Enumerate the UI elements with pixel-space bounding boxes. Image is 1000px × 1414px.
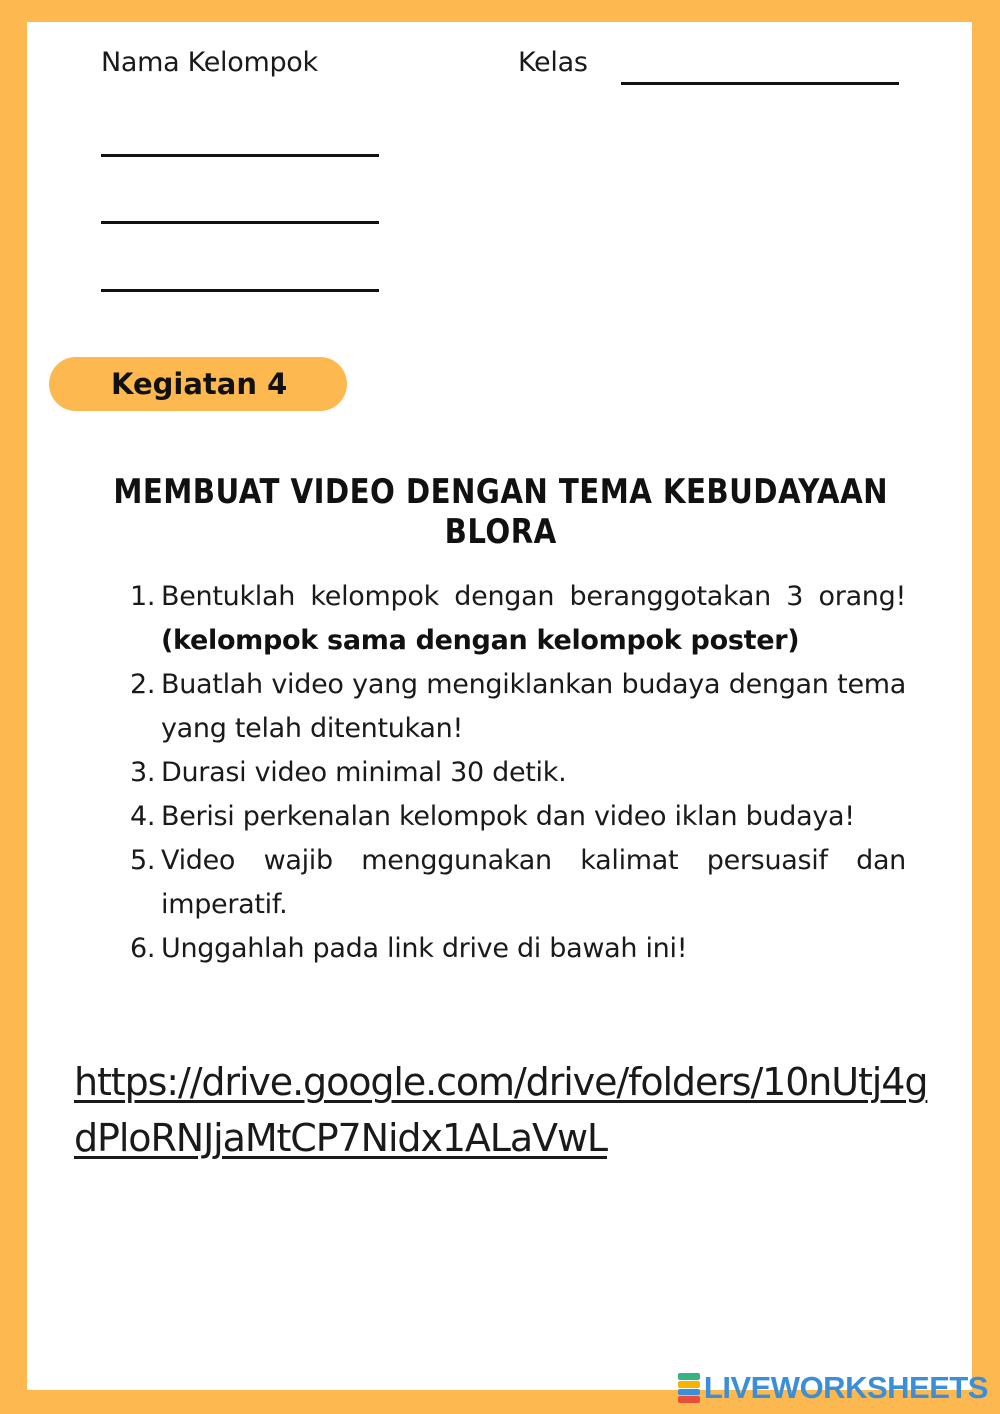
instruction-item (130, 751, 906, 795)
instruction-text: Buatlah video yang mengiklankan budaya dengan tema yang telah ditentukan! (161, 669, 906, 744)
instruction-item (130, 839, 906, 927)
logo-stripe (678, 1396, 700, 1403)
instruction-number: 5. (130, 845, 156, 876)
liveworksheets-icon (678, 1373, 700, 1403)
activity-title: MEMBUAT VIDEO DENGAN TEMA KEBUDAYAAN BLORA (113, 472, 889, 552)
instruction-text: Berisi perkenalan kelompok dan video iklan budaya! (161, 801, 855, 832)
activity-badge (49, 357, 347, 411)
instruction-number: 2. (130, 669, 156, 700)
class-label: Kelas (518, 47, 588, 78)
logo-stripe (678, 1381, 700, 1388)
instruction-text: Bentuklah kelompok dengan beranggotakan 3 orang! (161, 581, 906, 612)
drive-link[interactable]: https://drive.google.com/drive/folders/10nUtj4gdPloRNJjaMtCP7Nidx1ALaVwL (74, 1060, 928, 1160)
instruction-text: Video wajib menggunakan kalimat persuasif dan imperatif. (161, 845, 906, 920)
logo-stripe (678, 1389, 700, 1396)
liveworksheets-wordmark: LIVEWORKSHEETS (703, 1370, 988, 1405)
instruction-emphasis: (kelompok sama dengan kelompok poster) (161, 625, 800, 656)
instruction-list (130, 575, 906, 971)
instruction-item (130, 663, 906, 751)
instruction-item (130, 927, 906, 971)
group-member-line-1[interactable] (101, 154, 379, 157)
instruction-number: 3. (130, 757, 156, 788)
instruction-text: Durasi video minimal 30 detik. (161, 757, 567, 788)
instruction-number: 6. (130, 933, 156, 964)
group-member-line-3[interactable] (101, 289, 379, 292)
instruction-item (130, 575, 906, 663)
logo-stripe (678, 1373, 700, 1380)
instruction-text: Unggahlah pada link drive di bawah ini! (161, 933, 688, 964)
instruction-number: 1. (130, 581, 156, 612)
class-input-line[interactable] (621, 82, 899, 85)
instruction-item (130, 795, 906, 839)
activity-badge-label: Kegiatan 4 (111, 367, 288, 401)
group-member-line-2[interactable] (101, 221, 379, 224)
liveworksheets-logo (678, 1370, 988, 1406)
group-name-label: Nama Kelompok (101, 47, 318, 78)
instruction-number: 4. (130, 801, 156, 832)
